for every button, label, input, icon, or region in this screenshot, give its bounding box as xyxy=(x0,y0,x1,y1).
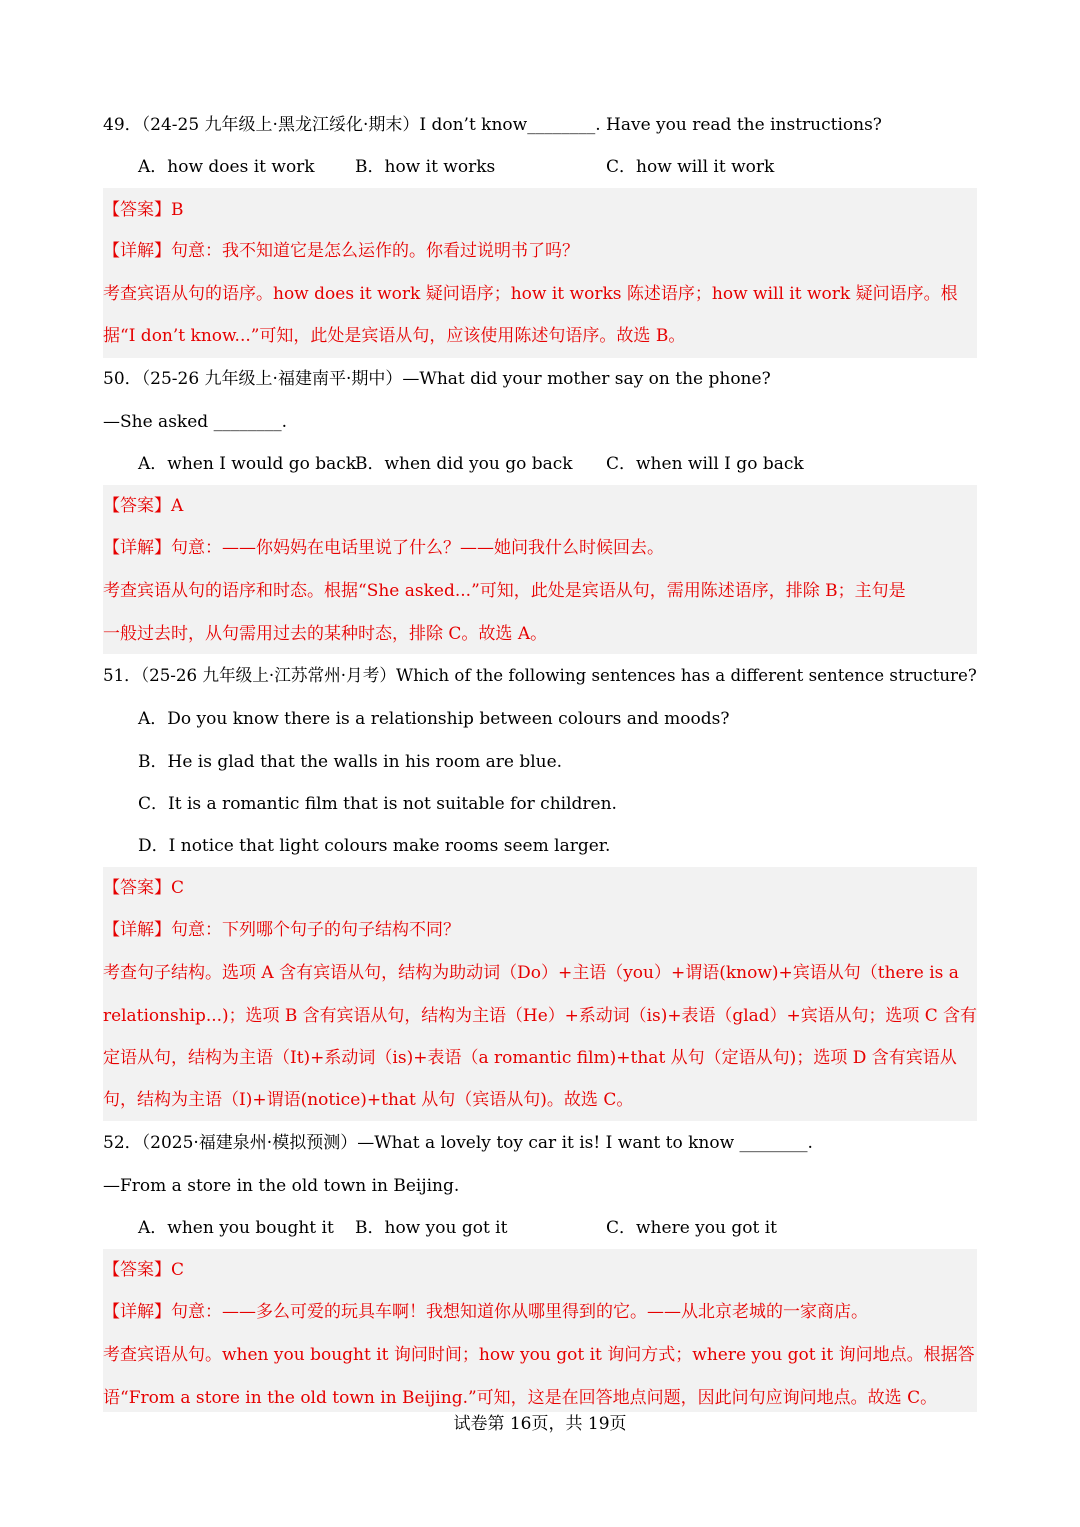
option-49-c: C．how will it work xyxy=(606,157,775,177)
option-50-c: C．when will I go back xyxy=(606,454,804,474)
answer-box-51 xyxy=(103,867,977,1121)
option-49-b: B．how it works xyxy=(355,157,496,177)
detail-50-line-3: 一般过去时，从句需用过去的某种时态，排除 C。故选 A。 xyxy=(103,624,548,644)
detail-50-line-2: 考查宾语从句的语序和时态。根据“She asked...”可知，此处是宾语从句，需用陈述语序，排除 B；主句是 xyxy=(103,581,906,601)
detail-52-line-3: 语“From a store in the old town in Beijing.”可知，这是在回答地点问题，因此问句应询问地点。故选 C。 xyxy=(103,1388,938,1408)
option-51-c: C．It is a romantic film that is not suitable for children. xyxy=(138,794,617,814)
detail-51-line-2: 考查句子结构。选项 A 含有宾语从句，结构为助动词（Do）+主语（you）+谓语(know)+宾语从句（there is a xyxy=(103,963,959,983)
option-51-a: A．Do you know there is a relationship between colours and moods? xyxy=(138,709,730,729)
option-52-c: C．where you got it xyxy=(606,1218,777,1238)
detail-52-line-1: 【详解】句意：——多么可爱的玩具车啊！我想知道你从哪里得到的它。——从北京老城的一家商店。 xyxy=(103,1302,868,1322)
option-50-b: B．when did you go back xyxy=(355,454,573,474)
detail-51-line-3: relationship...)；选项 B 含有宾语从句，结构为主语（He）+系动词（is)+表语（glad）+宾语从句；选项 C 含有 xyxy=(103,1006,977,1026)
page-footer: 试卷第 16页，共 19页 xyxy=(453,1414,627,1434)
option-52-b: B．how you got it xyxy=(355,1218,508,1238)
detail-51-line-1: 【详解】句意：下列哪个句子的句子结构不同？ xyxy=(103,920,460,940)
answer-51: 【答案】C xyxy=(103,878,185,898)
answer-52: 【答案】C xyxy=(103,1260,185,1280)
question-stem-51: 51．（25-26 九年级上·江苏常州·月考）Which of the following sentences has a different sentence structure? xyxy=(103,666,977,686)
detail-52-line-2: 考查宾语从句。when you bought it 询问时间；how you got it 询问方式；where you got it 询问地点。根据答 xyxy=(103,1345,975,1365)
detail-49-line-2: 考查宾语从句的语序。how does it work 疑问语序；how it works 陈述语序；how will it work 疑问语序。根 xyxy=(103,284,958,304)
option-50-a: A．when I would go back xyxy=(138,454,357,474)
question-stem-49: 49．（24-25 九年级上·黑龙江绥化·期末）I don’t know________. Have you read the instructions? xyxy=(103,115,882,135)
answer-49: 【答案】B xyxy=(103,200,184,220)
detail-50-line-1: 【详解】句意：——你妈妈在电话里说了什么？——她问我什么时候回去。 xyxy=(103,538,664,558)
answer-50: 【答案】A xyxy=(103,496,184,516)
detail-49-line-1: 【详解】句意：我不知道它是怎么运作的。你看过说明书了吗？ xyxy=(103,241,579,261)
option-49-a: A．how does it work xyxy=(138,157,315,177)
detail-49-line-3: 据“I don’t know...”可知，此处是宾语从句，应该使用陈述句语序。故选 B。 xyxy=(103,326,686,346)
option-52-a: A．when you bought it xyxy=(138,1218,334,1238)
question-stem-50: 50．（25-26 九年级上·福建南平·期中）—What did your mother say on the phone? xyxy=(103,369,771,389)
question-stem-52-line-2: —From a store in the old town in Beijing. xyxy=(103,1176,460,1196)
detail-51-line-4: 定语从句，结构为主语（It)+系动词（is)+表语（a romantic film)+that 从句（定语从句)；选项 D 含有宾语从 xyxy=(103,1048,957,1068)
detail-51-line-5: 句，结构为主语（I)+谓语(notice)+that 从句（宾语从句)。故选 C。 xyxy=(103,1090,634,1110)
option-51-b: B．He is glad that the walls in his room are blue. xyxy=(138,752,563,772)
question-stem-52: 52．（2025·福建泉州·模拟预测）—What a lovely toy car it is! I want to know ________. xyxy=(103,1133,813,1153)
question-stem-50-line-2: —She asked ________. xyxy=(103,412,287,432)
option-51-d: D．I notice that light colours make rooms seem larger. xyxy=(138,836,611,856)
